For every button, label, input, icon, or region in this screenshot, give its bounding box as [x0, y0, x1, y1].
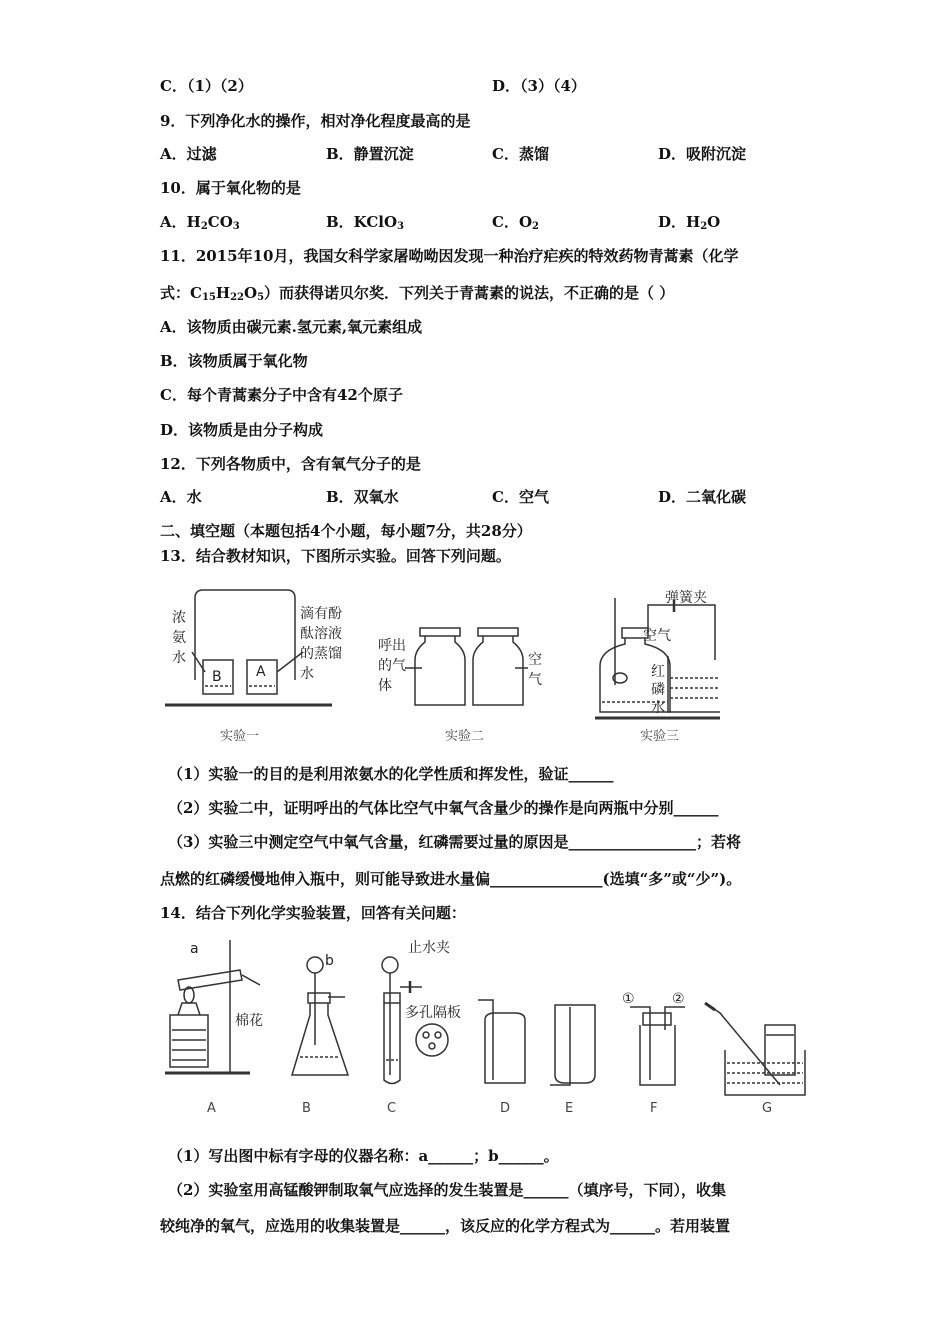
q12-stem: 12．下列各物质中，含有氧气分子的是: [160, 455, 421, 473]
port-one-label: ①: [622, 991, 635, 1007]
experiment-two-caption: 实验二: [445, 729, 485, 744]
q9-option-a: A．过滤: [160, 145, 217, 163]
q11-option-a: A．该物质由碳元素.氢元素,氧元素组成: [160, 318, 423, 336]
q10-option-b: B．KClO$_3$: [326, 213, 404, 232]
apparatus-label-b: B: [302, 1101, 311, 1116]
air-label-1: 空: [528, 652, 542, 668]
q8-option-d: D．（3）（4）: [492, 77, 586, 95]
q11-stem-line2: 式：$C_{15}H_{22}O_5$）而获得诺贝尔奖．下列关于青蒿素的说法，不正确的是（ ）: [160, 284, 675, 303]
apparatus-f: [630, 1007, 685, 1085]
q13-part-3-line1: （3）实验三中测定空气中氧气含量，红磷需要过量的原因是_________________；若将: [168, 833, 741, 851]
apparatus-label-c: C: [387, 1101, 397, 1116]
q8-option-c: C．（1）（2）: [160, 77, 253, 95]
phenol-label-4: 水: [300, 666, 314, 682]
label-a-marker: a: [190, 941, 199, 957]
q10-option-d: D．$H_2O$: [658, 213, 721, 232]
apparatus-d: [478, 1000, 525, 1083]
apparatus-label-g: G: [762, 1101, 773, 1116]
q11-option-b: B．该物质属于氧化物: [160, 352, 308, 370]
breath-label-1: 呼出: [378, 638, 406, 654]
apparatus-label-e: E: [565, 1101, 574, 1116]
q9-stem: 9．下列净化水的操作，相对净化程度最高的是: [160, 112, 471, 130]
experiment-one-caption: 实验一: [220, 729, 260, 744]
phosphorus-label-1: 红: [651, 664, 665, 680]
q12-option-c: C．空气: [492, 488, 549, 506]
q13-part-2: （2）实验二中，证明呼出的气体比空气中氧气含量少的操作是向两瓶中分别______: [168, 799, 719, 817]
q10-stem: 10．属于氧化物的是: [160, 179, 301, 197]
label-b-marker: b: [325, 953, 334, 969]
q14-part-2-line2: 较纯净的氧气，应选用的收集装置是______，该反应的化学方程式为______。若用装置: [160, 1217, 731, 1235]
q10-option-c: C．$O_2$: [492, 213, 539, 232]
section-heading: 二、填空题（本题包括4个小题，每小题7分，共28分）: [160, 522, 532, 540]
phenol-label-1: 滴有酚: [300, 606, 342, 622]
breath-label-3: 体: [378, 678, 392, 694]
water-three-label: 水: [651, 700, 665, 716]
q9-option-c: C．蒸馏: [492, 145, 549, 163]
apparatus-label-f: F: [650, 1101, 658, 1116]
air-three-label: 空气: [643, 628, 671, 644]
q13-part-1: （1）实验一的目的是利用浓氨水的化学性质和挥发性，验证______: [168, 765, 614, 783]
experiment-two-diagram: [405, 628, 528, 705]
air-label-2: 气: [528, 672, 542, 688]
ammonia-label-2: 氨: [172, 630, 186, 646]
phosphorus-label-2: 磷: [651, 682, 665, 698]
stop-clamp-label: 止水夹: [408, 940, 450, 956]
q10-option-a: A．$H_2CO_3$: [160, 213, 240, 232]
q12-option-a: A．水: [160, 488, 202, 506]
phenol-label-2: 酞溶液: [300, 626, 342, 642]
beaker-b-label: B: [212, 669, 222, 685]
q12-option-b: B．双氧水: [326, 488, 399, 506]
apparatus-e: [550, 1005, 595, 1085]
q11-option-d: D．该物质是由分子构成: [160, 421, 324, 439]
experiment-three-caption: 实验三: [640, 729, 680, 744]
port-two-label: ②: [672, 991, 685, 1007]
q9-option-d: D．吸附沉淀: [658, 145, 747, 163]
cotton-label: 棉花: [235, 1013, 263, 1029]
q11-option-c: C．每个青蒿素分子中含有42个原子: [160, 386, 403, 404]
porous-plate-label: 多孔隔板: [405, 1005, 461, 1021]
beaker-a-label: A: [256, 664, 266, 680]
phenol-label-3: 的蒸馏: [300, 646, 342, 662]
spring-clamp-label: 弹簧夹: [665, 590, 707, 606]
q9-option-b: B．静置沉淀: [326, 145, 414, 163]
ammonia-label-1: 浓: [172, 610, 186, 626]
q13-part-3-line2: 点燃的红磷缓慢地伸入瓶中，则可能导致进水量偏_______________(选填“多”或“少”)。: [160, 870, 742, 888]
q14-part-2-line1: （2）实验室用高锰酸钾制取氧气应选择的发生装置是______（填序号，下同），收集: [168, 1181, 726, 1199]
apparatus-b: [292, 957, 348, 1075]
apparatus-label-a: A: [207, 1101, 216, 1116]
breath-label-2: 的气: [378, 658, 406, 674]
apparatus-a: [165, 940, 260, 1073]
q14-stem: 14．结合下列化学实验装置，回答有关问题：: [160, 904, 466, 922]
q14-part-1: （1）写出图中标有字母的仪器名称：a______；b______。: [168, 1147, 559, 1165]
ammonia-label-3: 水: [172, 650, 186, 666]
apparatus-label-d: D: [500, 1101, 511, 1116]
q13-stem: 13．结合教材知识，下图所示实验。回答下列问题。: [160, 547, 511, 565]
q11-stem-line1: 11．2015年10月，我国女科学家屠呦呦因发现一种治疗疟疾的特效药物青蒿素（化学: [160, 247, 739, 265]
apparatus-g: [705, 1003, 805, 1095]
q14-figure: [160, 935, 820, 1120]
q12-option-d: D．二氧化碳: [658, 488, 747, 506]
q13-figure: [160, 580, 720, 750]
